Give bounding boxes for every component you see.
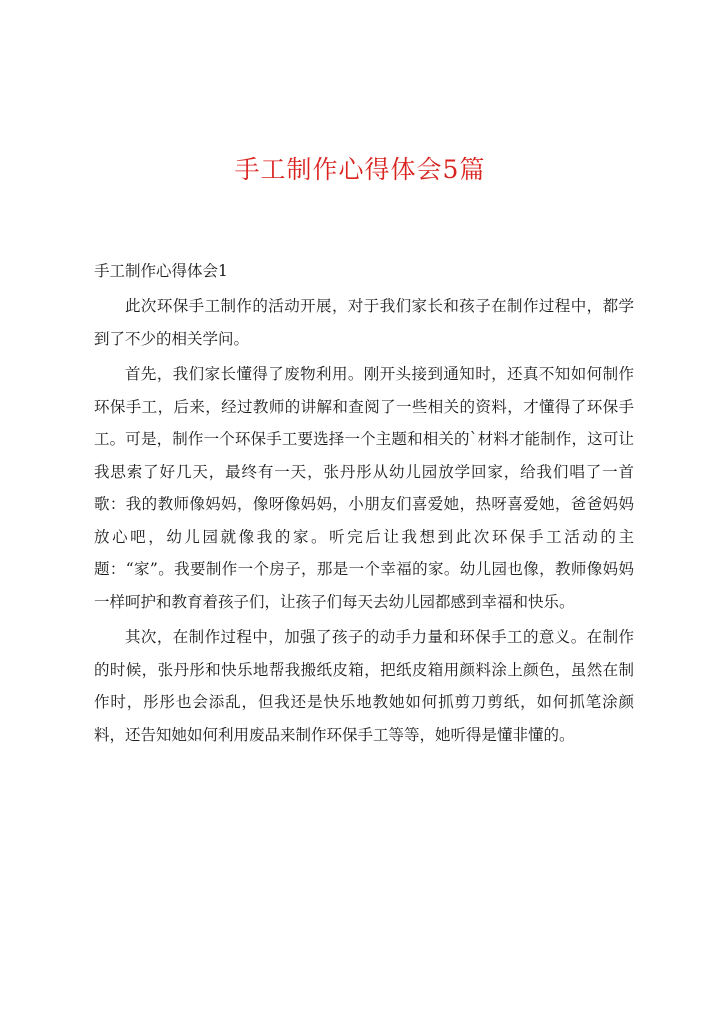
document-title: 手工制作心得体会5篇 [234, 155, 486, 184]
document-body [94, 255, 634, 751]
paragraph-2: 首先，我们家长懂得了废物利用。刚开头接到通知时，还真不知如何制作环保手工，后来，经过教师的讲解和查阅了一些相关的资料，才懂得了环保手工。可是，制作一个环保手工要选择一个主题和相关的`材料才能制作，这可让我思索了好几天，最终有一天，张丹彤从幼儿园放学回家，给我们唱了一首歌：我的教师像妈妈，像呀像妈妈，小朋友们喜爱她，热呀喜爱她，爸爸妈妈放心吧，幼儿园就像我的家。听完后让我想到此次环保手工活动的主题：“家”。我要制作一个房子，那是一个幸福的家。幼儿园也像，教师像妈妈一样呵护和教育着孩子们，让孩子们每天去幼儿园都感到幸福和快乐。 [94, 365, 634, 611]
section-heading: 手工制作心得体会1 [94, 262, 228, 280]
paragraph-1: 此次环保手工制作的活动开展，对于我们家长和孩子在制作过程中，都学到了不少的相关学问。 [94, 297, 634, 348]
paragraph-3: 其次，在制作过程中，加强了孩子的动手力量和环保手工的意义。在制作的时候，张丹彤和快乐地帮我搬纸皮箱，把纸皮箱用颜料涂上颜色，虽然在制作时，彤彤也会添乱，但我还是快乐地教她如何抓剪刀剪纸，如何抓笔涂颜料，还告知她如何利用废品来制作环保手工等等，她听得是懂非懂的。 [94, 628, 634, 744]
